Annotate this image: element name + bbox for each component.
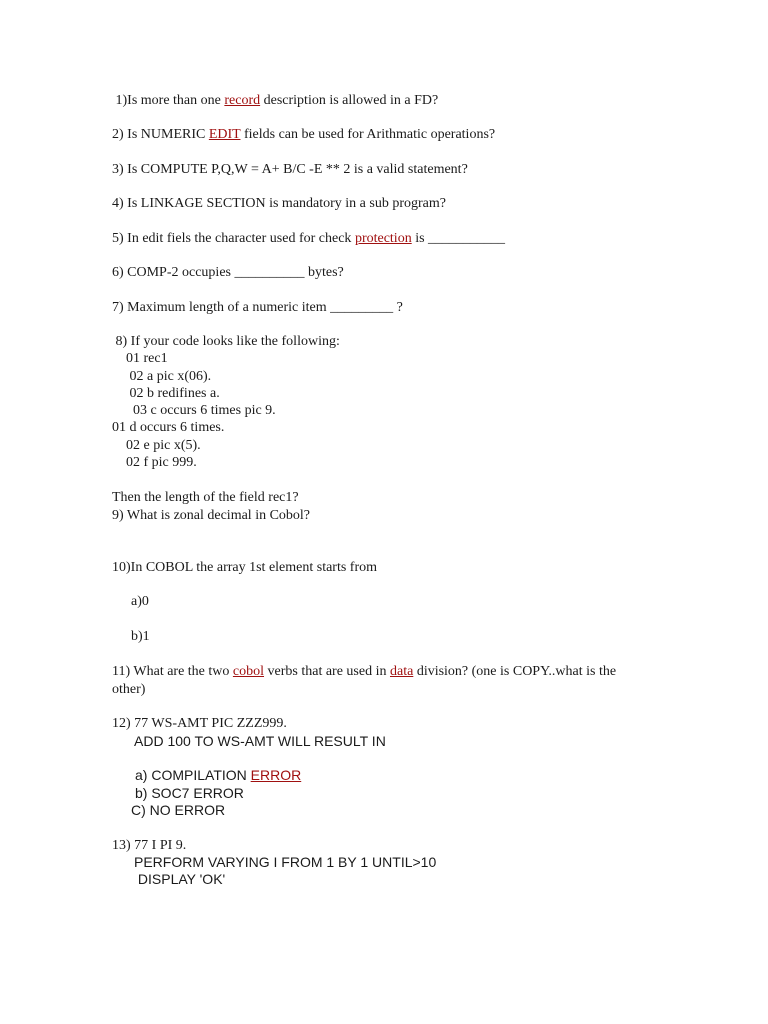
question-8-intro: 8) If your code looks like the following: <box>112 334 340 349</box>
code-line: 01 rec1 <box>112 351 168 366</box>
code-line: 02 b redifines a. <box>112 386 220 401</box>
question-3: 3) Is COMPUTE P,Q,W = A+ B/C -E ** 2 is a valid statement? <box>112 162 468 177</box>
error-link[interactable]: ERROR <box>250 767 302 783</box>
code-line: 02 a pic x(06). <box>112 369 212 384</box>
cobol-link[interactable]: cobol <box>232 664 265 679</box>
question-2 <box>112 126 495 143</box>
code-line: 03 c occurs 6 times pic 9. <box>112 403 276 418</box>
question-9: 9) What is zonal decimal in Cobol? <box>112 508 311 523</box>
question-8-prompt: Then the length of the field rec1? <box>112 490 299 505</box>
question-10: 10)In COBOL the array 1st element starts from <box>112 560 378 575</box>
data-link[interactable]: data <box>389 664 414 679</box>
question-4: 4) Is LINKAGE SECTION is mandatory in a sub program? <box>112 196 446 211</box>
question-7: 7) Maximum length of a numeric item _________ ? <box>112 300 403 315</box>
question-1-text-b: description is allowed in a FD? <box>260 93 439 108</box>
question-13-line-2: DISPLAY 'OK' <box>134 871 226 887</box>
question-11-text-a: 11) What are the two <box>112 664 233 679</box>
question-1-text-a: 1)Is more than one <box>112 93 225 108</box>
question-5-text-a: 5) In edit fiels the character used for check <box>112 231 355 246</box>
code-line: 01 d occurs 6 times. <box>112 420 225 435</box>
record-link[interactable]: record <box>224 93 261 108</box>
question-6: 6) COMP-2 occupies __________ bytes? <box>112 265 344 280</box>
question-12: 12) 77 WS-AMT PIC ZZZ999. <box>112 716 287 731</box>
question-13-line-1: PERFORM VARYING I FROM 1 BY 1 UNTIL>10 <box>134 854 437 870</box>
question-11 <box>112 663 616 680</box>
protection-link[interactable]: protection <box>354 231 412 246</box>
question-2-text-a: 2) Is NUMERIC <box>112 127 209 142</box>
code-line: 02 e pic x(5). <box>112 438 201 453</box>
option-c: C) NO ERROR <box>131 802 226 818</box>
question-13: 13) 77 I PI 9. <box>112 838 187 853</box>
option-b: b) SOC7 ERROR <box>135 785 244 801</box>
code-line: 02 f pic 999. <box>112 455 197 470</box>
question-11-text-b: verbs that are used in <box>264 664 390 679</box>
option-b: b)1 <box>131 629 150 644</box>
option-a-text: a) COMPILATION <box>135 767 251 783</box>
question-12-statement: ADD 100 TO WS-AMT WILL RESULT IN <box>134 733 386 749</box>
question-1 <box>112 92 438 109</box>
question-5 <box>112 230 505 247</box>
option-a: a)0 <box>131 594 149 609</box>
edit-link[interactable]: EDIT <box>208 127 241 142</box>
question-11-text-c: division? (one is COPY..what is the <box>413 664 617 679</box>
question-5-text-b: is ___________ <box>411 231 506 246</box>
question-11-continued: other) <box>112 682 146 697</box>
option-a <box>135 767 301 784</box>
question-2-text-b: fields can be used for Arithmatic operations? <box>240 127 496 142</box>
